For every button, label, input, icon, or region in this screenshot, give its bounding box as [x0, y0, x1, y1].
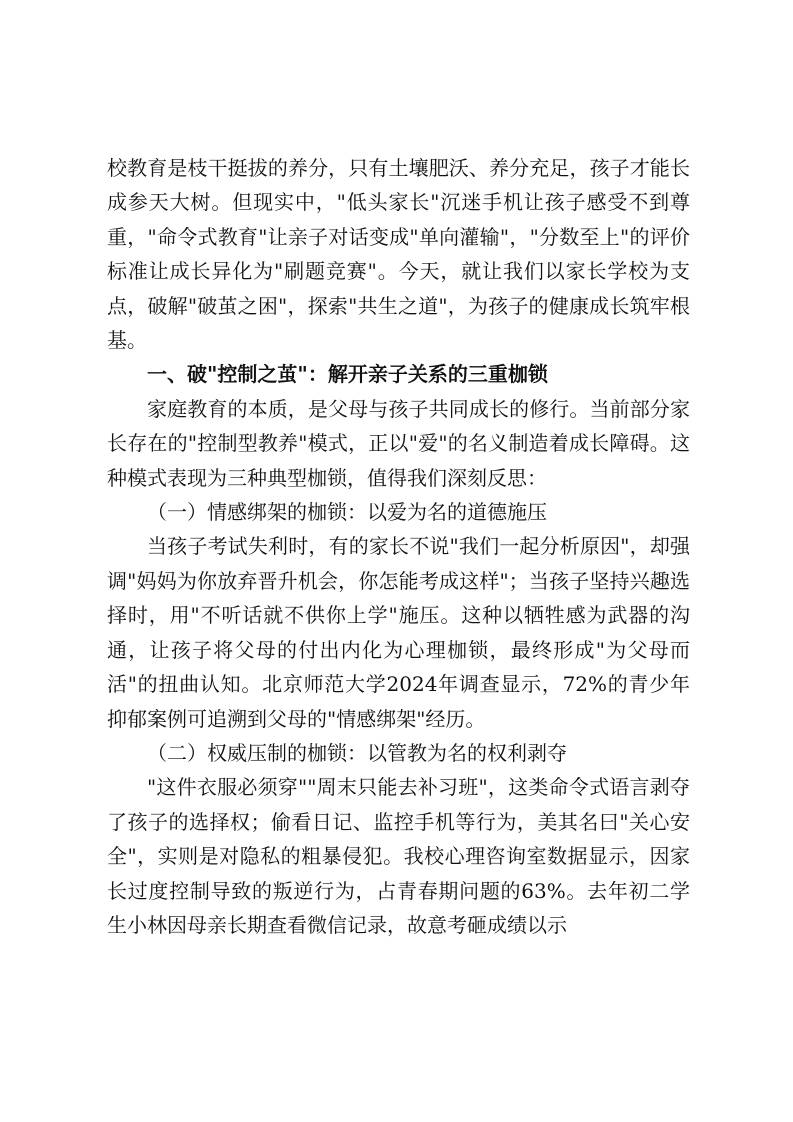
paragraph-intro-continued: 校教育是枝干挺拔的养分，只有土壤肥沃、养分充足，孩子才能长成参天大树。但现实中，"低头家长"沉迷手机让孩子感受不到尊重，"命令式教育"让亲子对话变成"单向灌输"，"分数至上"的评价标准让成长异化为"刷题竞赛"。今天，就让我们以家长学校为支点，破解"破茧之困"，探索"共生之道"，为孩子的健康成长筑牢根基。: [107, 156, 690, 353]
document-body: [107, 151, 690, 942]
paragraph-subsection-2: "这件衣服必须穿""周末只能去补习班"，这类命令式语言剥夺了孩子的选择权；偷看日记、监控手机等行为，美其名曰"关心安全"，实则是对隐私的粗暴侵犯。我校心理咨询室数据显示，因家长过度控制导致的叛逆行为，占青春期问题的63%。去年初二学生小林因母亲长期查看微信记录，故意考砸成绩以示: [107, 775, 690, 937]
section-heading-1: 一、破"控制之茧"：解开亲子关系的三重枷锁: [147, 362, 548, 387]
subsection-heading-1: （一）情感绑架的枷锁：以爱为名的道德施压: [147, 500, 547, 525]
paragraph-section-1: 家庭教育的本质，是父母与孩子共同成长的修行。当前部分家长存在的"控制型教养"模式，正以"爱"的名义制造着成长障碍。这种模式表现为三种典型枷锁，值得我们深刻反思：: [107, 396, 690, 490]
subsection-heading-2: （二）权威压制的枷锁：以管教为名的权利剥夺: [147, 740, 567, 765]
paragraph-subsection-1: 当孩子考试失利时，有的家长不说"我们一起分析原因"，却强调"妈妈为你放弃晋升机会，你怎能考成这样"；当孩子坚持兴趣选择时，用"不听话就不供你上学"施压。这种以牺牲感为武器的沟通，让孩子将父母的付出内化为心理枷锁，最终形成"为父母而活"的扭曲认知。北京师范大学2024年调查显示，72%的青少年抑郁案例可追溯到父母的"情感绑架"经历。: [107, 534, 690, 731]
